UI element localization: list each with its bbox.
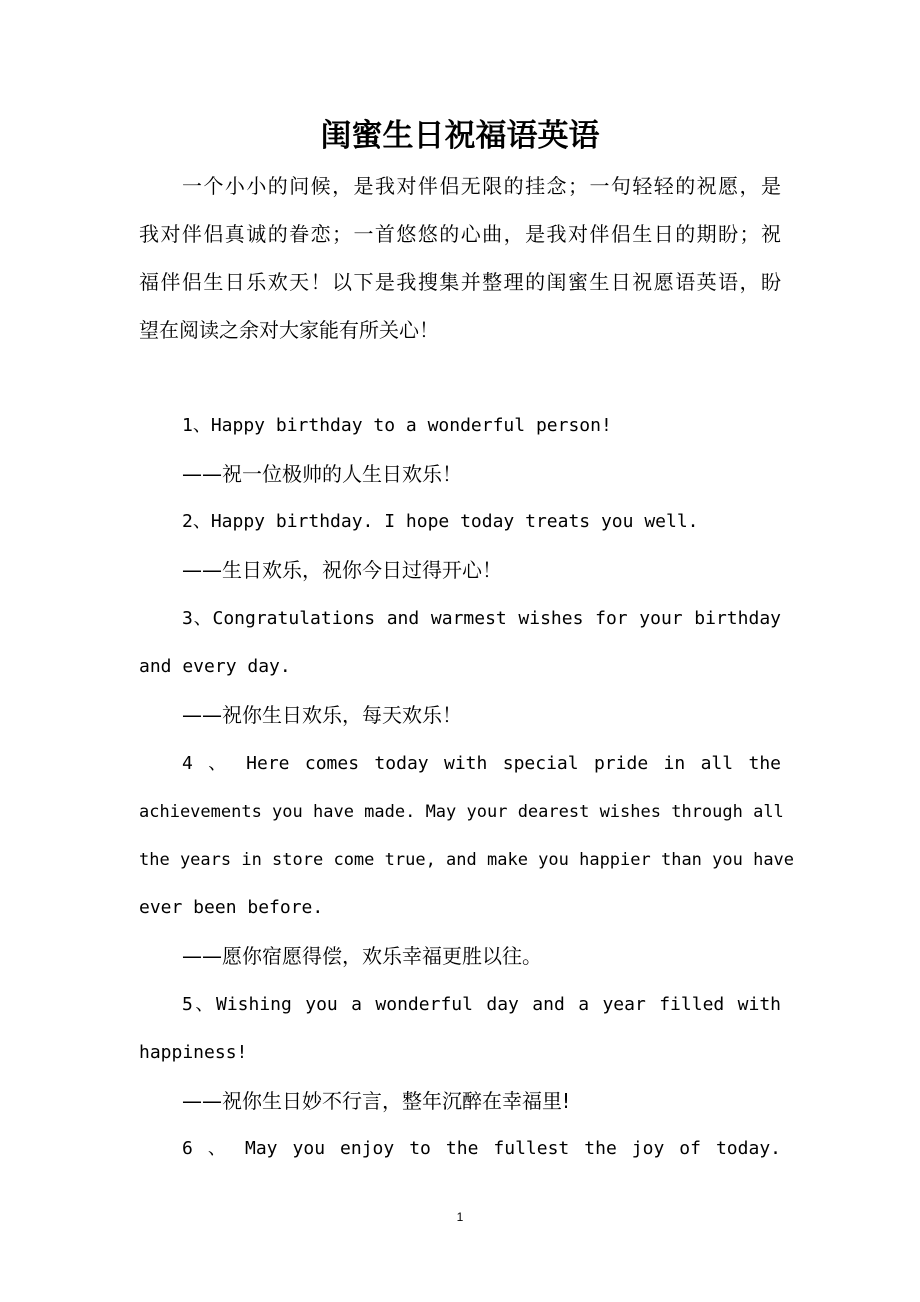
intro-line-2: 我对伴侣真诚的眷恋；一首悠悠的心曲，是我对伴侣生日的期盼；祝 — [139, 222, 781, 246]
wish-1-en: 1、Happy birthday to a wonderful person! — [182, 415, 612, 436]
wish-4-en-line-4: ever been before. — [139, 897, 324, 918]
wish-2-en: 2、Happy birthday. I hope today treats you well. — [182, 511, 699, 532]
wish-4-en-line-2: achievements you have made. May your dearest wishes through all — [139, 802, 784, 822]
document-title: 闺蜜生日祝福语英语 — [320, 118, 600, 154]
intro-line-3: 福伴侣生日乐欢天！以下是我搜集并整理的闺蜜生日祝愿语英语，盼 — [139, 270, 781, 294]
wish-5-en-line-1: 5、Wishing you a wonderful day and a year filled with — [182, 994, 781, 1015]
wish-4-en-line-1: 4 、 Here comes today with special pride in all the — [182, 753, 781, 774]
wish-4-en-line-3: the years in store come true, and make you happier than you have — [139, 850, 795, 870]
wish-5-zh: ——祝你生日妙不行言，整年沉醉在幸福里! — [182, 1089, 571, 1113]
page-number: 1 — [456, 1210, 464, 1224]
wish-3-en-line-1: 3、Congratulations and warmest wishes for your birthday — [182, 608, 781, 629]
wish-4-zh: ——愿你宿愿得偿，欢乐幸福更胜以往。 — [182, 944, 542, 968]
wish-5-en-line-2: happiness! — [139, 1042, 248, 1063]
wish-2-zh: ——生日欢乐，祝你今日过得开心！ — [182, 558, 502, 582]
wish-6-en-line-1: 6 、 May you enjoy to the fullest the joy of today. — [182, 1138, 781, 1159]
intro-line-4: 望在阅读之余对大家能有所关心！ — [139, 318, 439, 342]
wish-1-zh: ——祝一位极帅的人生日欢乐！ — [182, 462, 462, 486]
wish-3-en-line-2: and every day. — [139, 656, 291, 677]
wish-3-zh: ——祝你生日欢乐，每天欢乐！ — [182, 703, 462, 727]
intro-line-1: 一个小小的问候，是我对伴侣无限的挂念；一句轻轻的祝愿，是 — [182, 174, 781, 198]
